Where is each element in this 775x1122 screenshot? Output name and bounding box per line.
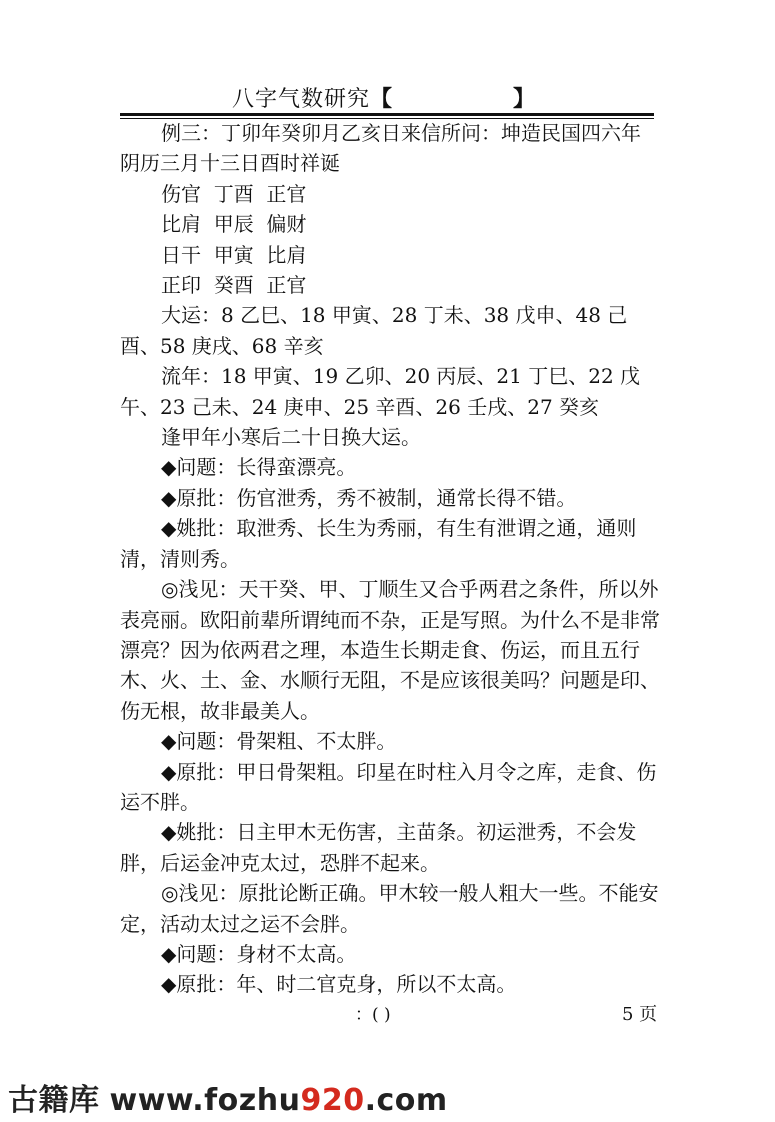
body-text — [120, 118, 660, 1000]
book-title: 八字气数研究 — [232, 87, 371, 112]
paragraph-pillar-hour: 正印 癸酉 正官 — [161, 273, 307, 298]
site-watermark — [8, 1075, 448, 1119]
footer-label: ：( ) — [355, 1005, 391, 1025]
paragraph-case-intro: 例三：丁卯年癸卯月乙亥日来信所问：坤造民国四六年阴历三月十三日酉时祥诞 — [120, 121, 641, 176]
header-bracket-open: 【 — [370, 86, 394, 112]
header-bracket-close: 】 — [513, 86, 537, 112]
paragraph-original-comment-looks: ◆原批：伤官泄秀，秀不被制，通常长得不错。 — [161, 485, 577, 510]
paragraph-question-height: ◆问题：身材不太高。 — [161, 941, 357, 966]
paragraph-pillar-year: 伤官 丁酉 正官 — [161, 181, 307, 206]
paragraph-question-looks: ◆问题：长得蛮漂亮。 — [161, 455, 357, 480]
paragraph-luck-cycles: 大运：8 乙巳、18 甲寅、28 丁未、38 戊申、48 己酉、58 庚戌、68 辛亥 — [120, 303, 628, 358]
paragraph-pillar-day: 日干 甲寅 比肩 — [161, 242, 307, 267]
page-number: 5 页 — [622, 1004, 658, 1025]
paragraph-opinion-build: ◎浅见：原批论断正确。甲木较一般人粗大一些。不能安定，活动太过之运不会胖。 — [120, 881, 659, 936]
paragraph-annual-cycles: 流年：18 甲寅、19 乙卯、20 丙辰、21 丁巳、22 戊午、23 己未、24 庚申、25 辛酉、26 壬戌、27 癸亥 — [120, 364, 641, 419]
header-title — [232, 82, 536, 113]
page-header — [120, 80, 654, 114]
paragraph-original-comment-height: ◆原批：年、时二官克身，所以不太高。 — [161, 972, 517, 997]
watermark-url-suffix: .com — [364, 1083, 448, 1118]
watermark-url-number: 920 — [300, 1083, 365, 1118]
watermark-url-prefix: www.fozhu — [109, 1083, 301, 1118]
paragraph-original-comment-build: ◆原批：甲日骨架粗。印星在时柱入月令之库，走食、伤运不胖。 — [120, 759, 657, 814]
paragraph-cycle-change: 逢甲年小寒后二十日换大运。 — [161, 425, 421, 450]
watermark-site-name: 古籍库 — [8, 1083, 100, 1118]
paragraph-opinion-looks: ◎浅见：天干癸、甲、丁顺生又合乎两君之条件，所以外表亮丽。欧阳前辈所谓纯而不杂，正是写照。为什么不是非常漂亮？因为依两君之理，本造生长期走食、伤运，而且五行木、火、土、金、水顺行无阻，不是应该很美吗？问题是印、伤无根，故非最美人。 — [120, 577, 660, 723]
header-rule-thick — [120, 113, 654, 116]
paragraph-yao-comment-build: ◆姚批：日主甲木无伤害，主苗条。初运泄秀，不会发胖，后运金冲克太过，恐胖不起来。 — [120, 820, 637, 875]
paragraph-yao-comment-looks: ◆姚批：取泄秀、长生为秀丽，有生有泄谓之通，通则清，清则秀。 — [120, 516, 637, 571]
paragraph-question-build: ◆问题：骨架粗、不太胖。 — [161, 729, 397, 754]
paragraph-pillar-month: 比肩 甲辰 偏财 — [161, 212, 307, 237]
